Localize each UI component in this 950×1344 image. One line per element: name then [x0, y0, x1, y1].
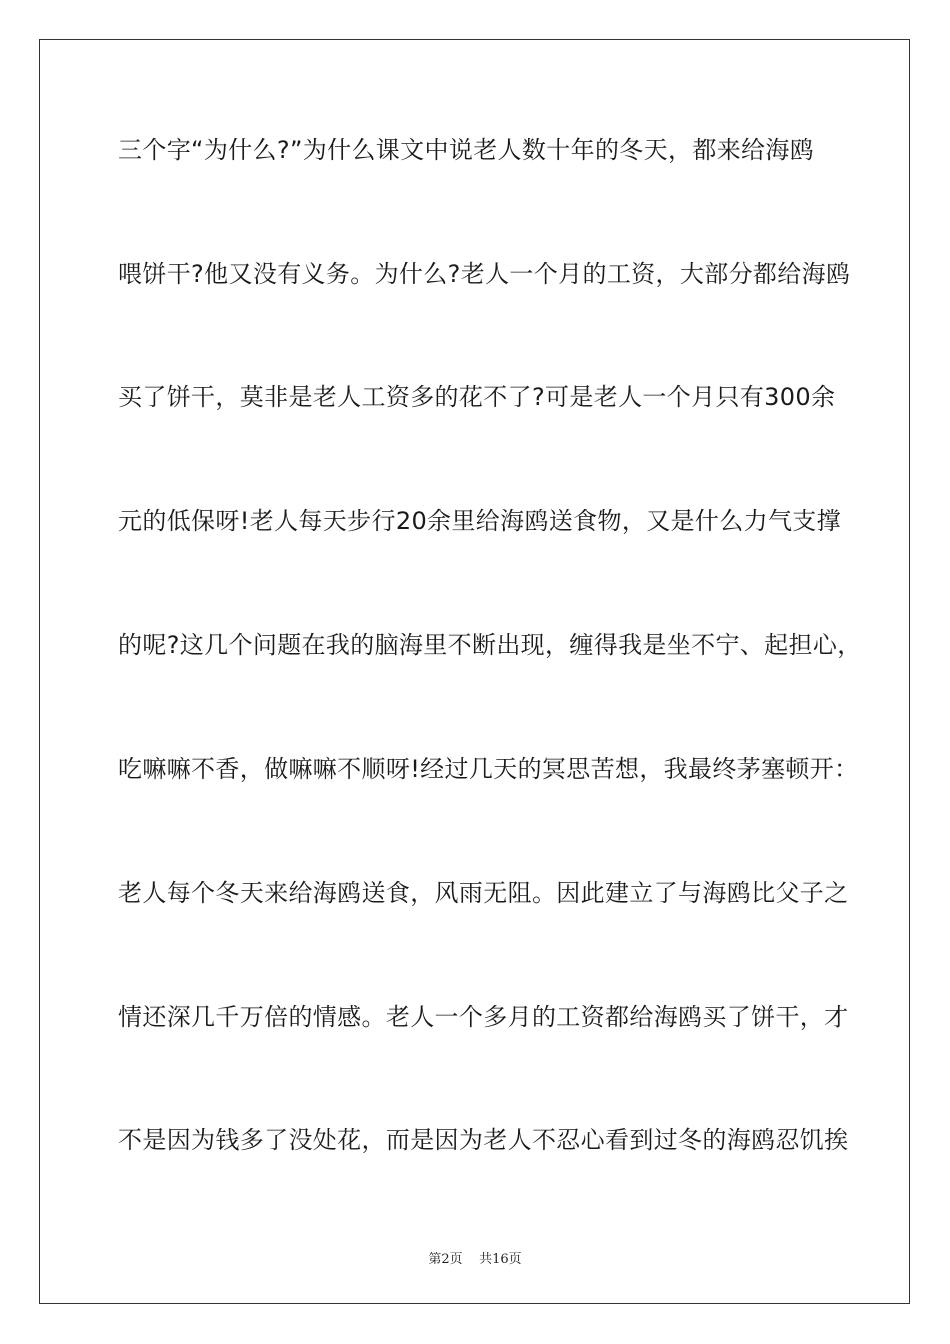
- text-line: 吃嘛嘛不香，做嘛嘛不顺呀!经过几天的冥思苦想，我最终茅塞顿开：: [118, 755, 859, 783]
- text-line: 老人每个冬天来给海鸥送食，风雨无阻。因此建立了与海鸥比父子之: [118, 879, 849, 907]
- text-line: 买了饼干，莫非是老人工资多的花不了?可是老人一个月只有300余: [118, 383, 836, 411]
- page-number: 第2页: [428, 1252, 463, 1267]
- text-line: 三个字“为什么?”为什么课文中说老人数十年的冬天，都来给海鸥: [118, 136, 815, 164]
- text-line: 元的低保呀!老人每天步行20余里给海鸥送食物，又是什么力气支撑: [118, 507, 842, 535]
- text-line: 不是因为钱多了没处花，而是因为老人不忍心看到过冬的海鸥忍饥挨: [118, 1126, 849, 1154]
- text-line: 的呢?这几个问题在我的脑海里不断出现，缠得我是坐不宁、起担心，: [118, 631, 862, 659]
- text-line: 喂饼干?他又没有义务。为什么?老人一个月的工资，大部分都给海鸥: [118, 260, 851, 288]
- page-border: [39, 39, 910, 1304]
- page-total: 共16页: [479, 1252, 522, 1267]
- text-line: 情还深几千万倍的情感。老人一个多月的工资都给海鸥买了饼干，才: [118, 1003, 849, 1031]
- page-footer: [0, 1248, 950, 1267]
